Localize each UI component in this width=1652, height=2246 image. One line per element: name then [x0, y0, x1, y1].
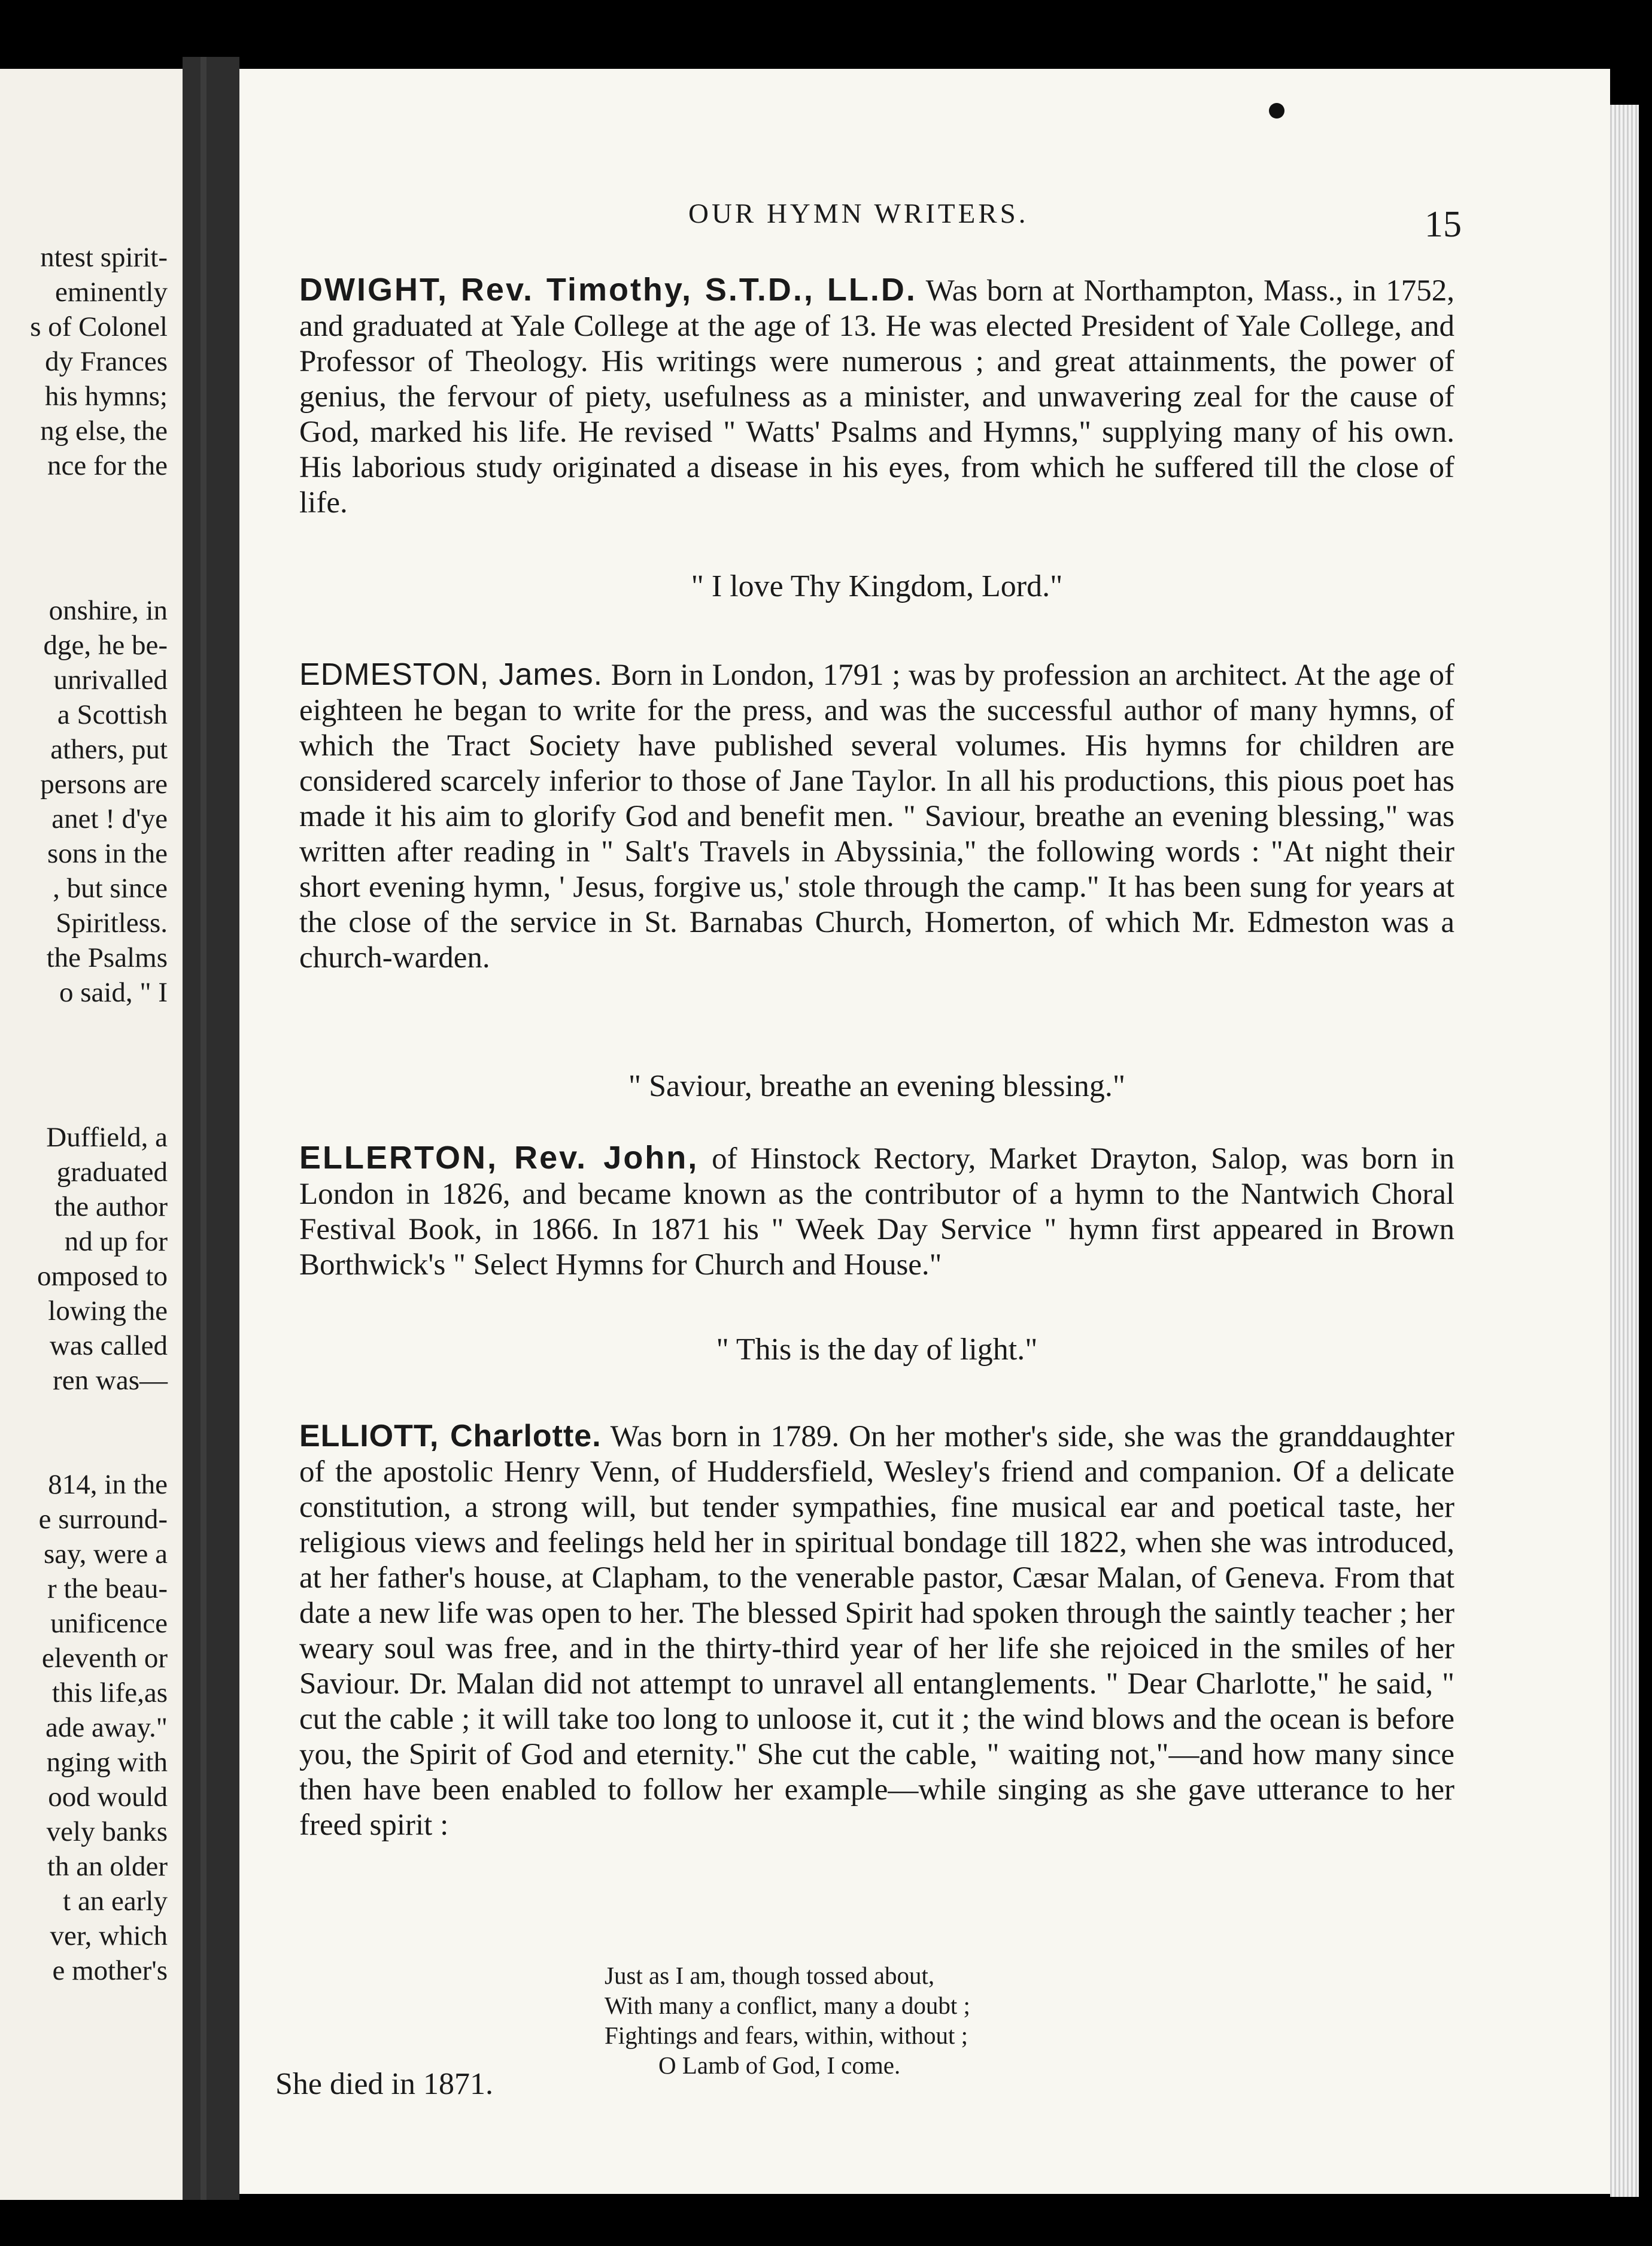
- left-page-line: ntest spirit-: [40, 242, 168, 273]
- left-page-line: t an early: [63, 1886, 168, 1917]
- entry-edmeston: [299, 657, 1454, 976]
- left-page-line: was called: [49, 1330, 168, 1361]
- left-page-line: ren was—: [53, 1365, 168, 1396]
- hymn-quote: " This is the day of light.": [716, 1333, 1038, 1367]
- left-page-line: unrivalled: [53, 664, 168, 696]
- entry-elliott: [299, 1419, 1454, 1843]
- left-page-line: athers, put: [50, 734, 168, 765]
- left-page-line: ver, which: [50, 1920, 168, 1951]
- left-page-line: onshire, in: [48, 595, 168, 626]
- hymn-verse: [605, 1960, 970, 2080]
- left-page-line: Duffield, a: [46, 1122, 168, 1153]
- left-page-line: nd up for: [64, 1226, 168, 1257]
- entry-dwight: [299, 272, 1454, 521]
- entry-ellerton: [299, 1140, 1454, 1283]
- closing-line: She died in 1871.: [275, 2067, 493, 2101]
- running-head: OUR HYMN WRITERS.: [688, 198, 1029, 229]
- left-page-line: the Psalms: [46, 942, 168, 973]
- left-page-line: e surround-: [38, 1504, 168, 1535]
- left-page-line: persons are: [40, 769, 168, 800]
- left-page-line: nging with: [46, 1747, 168, 1778]
- left-page-line: graduated: [56, 1157, 168, 1188]
- book-gutter: [183, 57, 239, 2200]
- verse-line: With many a conflict, many a doubt ;: [605, 1992, 970, 2019]
- entry-text: Born in London, 1791 ; was by profession an architect. At the age of eighteen he began to write for the press, and was the successful author of many hymns, of which the Tract Society have published several volumes. His hymns for children are considered scarcely inferior to those of Jane Taylor. In all his productions, this pious poet has made it his aim to glorify God and benefit men. " Saviour, breathe an evening blessing," was written after reading in " Salt's Travels in Abyssinia," the following words : "At night their short evening hymn, ' Jesus, forgive us,' stole through the camp." It has been sung for years at the close of the service in St. Barnabas Church, Homerton, of which Mr. Edmeston was a church-warden.: [299, 658, 1455, 975]
- left-page-line: ade away.": [45, 1712, 168, 1743]
- entry-text: Was born in 1789. On her mother's side, she was the granddaughter of the apostolic Henry Venn, of Huddersfield, Wesley's friend and companion. Of a delicate constitution, a strong will, but tender sympathies, fine musical ear and poetical taste, her religious views and feelings held her in spiritual bondage till 1822, when she was introduced, at her father's house, at Clapham, to the venerable pastor, Cæsar Malan, of Geneva. From that date a new life was open to her. The blessed Spirit had spoken through the saintly teacher ; her weary soul was free, and in the thirty-third year of her life she rejoiced in the smiles of her Saviour. Dr. Malan did not attempt to unravel all entanglements. " Dear Charlotte," he said, " cut the cable ; it will take too long to unloose it, cut it ; the wind blows and the ocean is before you, the Spirit of God and eternity." She cut the cable, " waiting not,"—and how many since then have been enabled to follow her example—while singing as she gave utterance to her freed spirit :: [299, 1420, 1454, 1842]
- entry-text: Was born at Northampton, Mass., in 1752, and graduated at Yale College at the age of 13. He was elected President of Yale College, and Professor of Theology. His writings were numerous ; and great attainments, the power of genius, the fervour of piety, usefulness as a minister, and unwavering zeal for the cause of God, marked his life. He revised " Watts' Psalms and Hymns," supplying many of his own. His laborious study originated a disease in his eyes, from which he suffered till the close of life.: [299, 274, 1454, 520]
- left-page-fragment: [0, 69, 183, 2200]
- left-page-line: vely banks: [46, 1816, 168, 1847]
- entry-heading: ELLIOTT, Charlotte.: [299, 1419, 602, 1453]
- left-page-line: nce for the: [47, 450, 168, 481]
- left-page-line: 814, in the: [48, 1469, 168, 1500]
- left-page-line: sons in the: [47, 838, 168, 869]
- left-page-line: ood would: [48, 1781, 168, 1813]
- left-page-line: e mother's: [52, 1955, 168, 1986]
- left-page-line: this life,as: [51, 1677, 168, 1708]
- left-page-line: s of Colonel: [30, 311, 168, 342]
- verse-line: Just as I am, though tossed about,: [605, 1962, 935, 1989]
- left-page-line: dy Frances: [45, 346, 168, 377]
- left-page-line: lowing the: [48, 1295, 168, 1327]
- page-number: 15: [1425, 204, 1462, 245]
- left-page-line: r the beau-: [47, 1573, 168, 1604]
- entry-heading: EDMESTON, James.: [299, 657, 603, 692]
- left-page-line: , but since: [53, 873, 168, 904]
- left-page-line: his hymns;: [44, 381, 168, 412]
- entry-heading: ELLERTON, Rev. John,: [299, 1140, 699, 1176]
- verse-line: Fightings and fears, within, without ;: [605, 2022, 968, 2049]
- left-page-line: dge, he be-: [43, 630, 168, 661]
- left-page-line: o said, " I: [59, 977, 168, 1008]
- left-page-line: say, were a: [43, 1538, 168, 1570]
- page-edge: [1610, 105, 1639, 2197]
- left-page-line: omposed to: [37, 1261, 168, 1292]
- left-page-line: Spiritless.: [56, 907, 168, 939]
- left-page-line: unificence: [50, 1608, 168, 1639]
- left-page-line: anet ! d'ye: [51, 803, 168, 834]
- entry-heading: DWIGHT, Rev. Timothy, S.T.D., LL.D.: [299, 272, 917, 308]
- ink-dot: [1269, 103, 1284, 119]
- entry-text: of Hinstock Rectory, Market Drayton, Salop, was born in London in 1826, and became known as the contributor of a hymn to the Nantwich Choral Festival Book, in 1866. In 1871 his " Week Day Service " hymn first appeared in Brown Borthwick's " Select Hymns for Church and House.": [299, 1142, 1455, 1282]
- left-page-line: eminently: [55, 277, 168, 308]
- left-page-line: eleventh or: [41, 1643, 168, 1674]
- hymn-quote: " Saviour, breathe an evening blessing.": [628, 1069, 1126, 1103]
- left-page-line: th an older: [47, 1851, 168, 1882]
- left-page-line: the author: [54, 1191, 168, 1222]
- left-page-line: ng else, the: [40, 415, 168, 447]
- left-page-line: a Scottish: [57, 699, 168, 730]
- hymn-quote: " I love Thy Kingdom, Lord.": [691, 569, 1063, 603]
- verse-line: O Lamb of God, I come.: [658, 2051, 901, 2079]
